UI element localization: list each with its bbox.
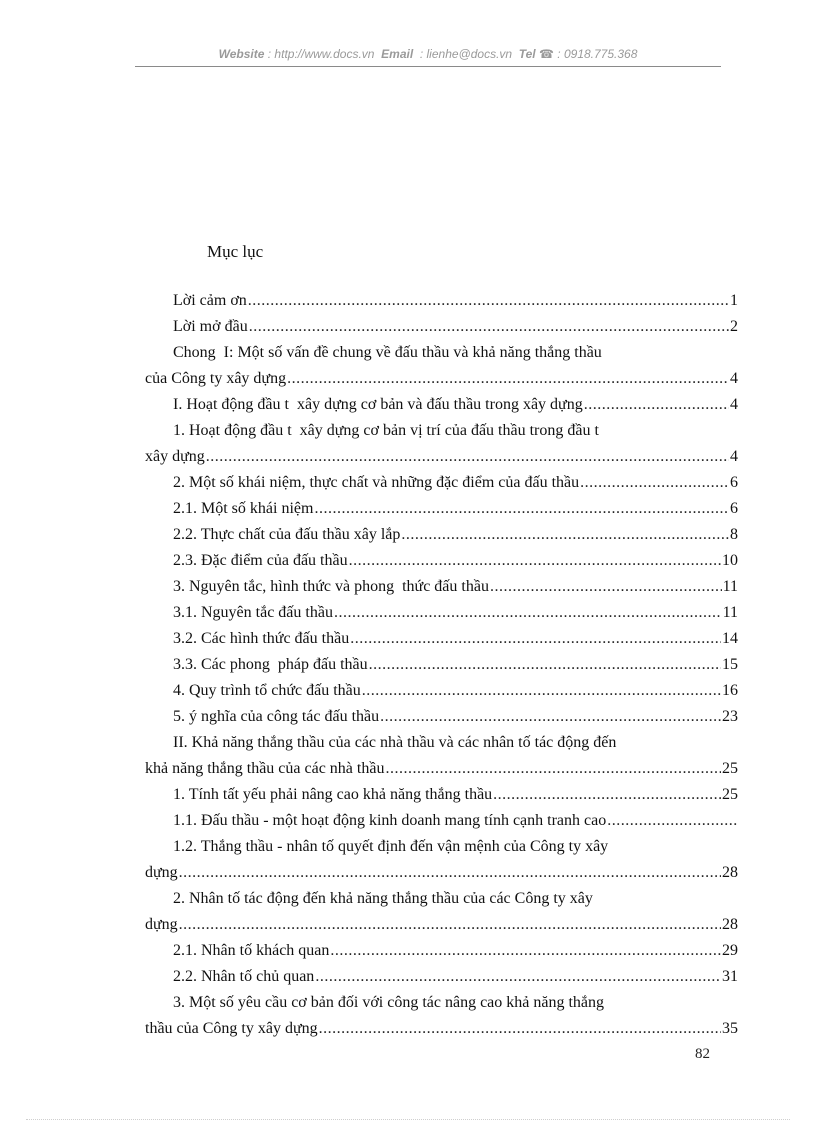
toc-entry-label: 3. Nguyên tắc, hình thức và phong thức đấu thầu	[173, 578, 489, 595]
toc-entry-page: 6	[730, 474, 738, 491]
toc-entry[interactable]	[145, 446, 738, 468]
toc-entry-label: 3.2. Các hình thức đấu thầu	[173, 630, 350, 647]
dot-leader	[580, 472, 729, 494]
dot-leader	[350, 628, 721, 650]
toc-entry[interactable]	[145, 862, 738, 884]
toc-entry-label: 1.1. Đấu thầu - một hoạt động kinh doanh mang tính cạnh tranh cao	[173, 812, 607, 829]
toc-entry-page: 25	[722, 786, 738, 803]
toc-entry[interactable]	[173, 550, 738, 572]
header-divider	[135, 66, 721, 67]
toc-entry-page: 28	[722, 864, 738, 881]
toc-entry-page: 10	[722, 552, 738, 569]
toc-entry[interactable]	[173, 290, 738, 312]
toc-entry-label: I. Hoạt động đầu t xây dựng cơ bản và đấu thầu trong xây dựng	[173, 396, 583, 413]
toc-entry-label: thầu của Công ty xây dựng	[145, 1020, 318, 1037]
dot-leader	[330, 940, 721, 962]
toc-entry-page: 35	[722, 1020, 738, 1037]
toc-entry-label: 2. Một số khái niệm, thực chất và những đặc điểm của đấu thầu	[173, 474, 580, 491]
toc-entry-label: Lời mở đầu	[173, 318, 248, 335]
toc-entry-label: 2.1. Một số khái niệm	[173, 500, 314, 517]
page-bottom-border	[26, 1119, 790, 1120]
dot-leader	[206, 446, 729, 468]
toc-entry-heading: 2. Nhân tố tác động đến khả năng thắng thầu của các Công ty xây	[173, 890, 593, 907]
dot-leader	[249, 316, 729, 338]
toc-entry-page: 15	[722, 656, 738, 673]
toc-entry-page: 25	[722, 760, 738, 777]
toc-entry-label: 2.2. Nhân tố chủ quan	[173, 968, 315, 985]
dot-leader	[179, 862, 721, 884]
toc-entry[interactable]	[173, 628, 738, 650]
toc-entry-page: 14	[722, 630, 738, 647]
phone-icon: ☎	[539, 47, 554, 61]
toc-entry[interactable]	[145, 914, 738, 936]
toc-entry-label: 2.1. Nhân tố khách quan	[173, 942, 330, 959]
toc-entry[interactable]	[173, 654, 738, 676]
toc-entry[interactable]	[173, 498, 738, 520]
toc-entry-label: xây dựng	[145, 448, 205, 465]
tel-value: : 0918.775.368	[557, 47, 638, 61]
toc-entry-heading: 1. Hoạt động đầu t xây dựng cơ bản vị trí của đấu thầu trong đầu t	[173, 422, 599, 439]
toc-entry-page: 11	[722, 604, 738, 621]
toc-entry[interactable]	[173, 316, 738, 338]
toc-entry-heading: 1.2. Thắng thầu - nhân tố quyết định đến vận mệnh của Công ty xây	[173, 838, 609, 855]
toc-entry[interactable]	[145, 368, 738, 390]
dot-leader	[248, 290, 729, 312]
dot-leader	[315, 966, 721, 988]
page-header	[135, 47, 721, 61]
toc-entry-label: 4. Quy trình tổ chức đấu thầu	[173, 682, 361, 699]
toc-entry-page: 4	[730, 370, 738, 387]
toc-entry[interactable]	[145, 758, 738, 780]
dot-leader	[493, 784, 721, 806]
toc-entry[interactable]	[145, 1018, 738, 1040]
toc-entry-page: 28	[722, 916, 738, 933]
toc-entry[interactable]	[173, 394, 738, 416]
tel-label: Tel	[518, 47, 536, 61]
page-number: 82	[695, 1046, 710, 1062]
toc-entry-label: 3.3. Các phong pháp đấu thầu	[173, 656, 368, 673]
toc-entry-page: 11	[722, 578, 738, 595]
email-value: : lienhe@docs.vn	[419, 47, 513, 61]
dot-leader	[287, 368, 729, 390]
toc-entry-page: 16	[722, 682, 738, 699]
toc-entry-heading: Chong I: Một số vấn đề chung về đấu thầu và khả năng thắng thầu	[173, 344, 602, 361]
dot-leader	[369, 654, 721, 676]
dot-leader	[349, 550, 721, 572]
toc-entry[interactable]	[173, 706, 738, 728]
toc-entry[interactable]	[173, 524, 738, 546]
dot-leader	[380, 706, 721, 728]
dot-leader	[490, 576, 722, 598]
toc-entry-label: 2.2. Thực chất của đấu thầu xây lắp	[173, 526, 401, 543]
toc-entry[interactable]	[173, 602, 738, 624]
dot-leader	[385, 758, 721, 780]
dot-leader	[319, 1018, 721, 1040]
toc-entry[interactable]	[173, 940, 738, 962]
toc-entry[interactable]	[173, 472, 738, 494]
toc-entry-page: 29	[722, 942, 738, 959]
toc-entry[interactable]	[173, 680, 738, 702]
toc-title: Mục lục	[207, 242, 264, 261]
dot-leader	[362, 680, 721, 702]
toc-entry-page: 8	[730, 526, 738, 543]
toc-entry-heading: II. Khả năng thắng thầu của các nhà thầu và các nhân tố tác động đến	[173, 734, 617, 751]
dot-leader	[607, 810, 737, 832]
toc-entry-label: 5. ý nghĩa của công tác đấu thầu	[173, 708, 380, 725]
dot-leader	[401, 524, 729, 546]
toc-entry-label: 1. Tính tất yếu phải nâng cao khả năng thắng thầu	[173, 786, 493, 803]
toc-entry-label: Lời cảm ơn	[173, 292, 247, 309]
dot-leader	[314, 498, 729, 520]
toc-entry[interactable]	[173, 576, 738, 598]
dot-leader	[334, 602, 722, 624]
toc-entry[interactable]	[173, 810, 738, 832]
dot-leader	[179, 914, 721, 936]
email-label: Email	[381, 47, 414, 61]
toc-entry-heading: 3. Một số yêu cầu cơ bản đối với công tác nâng cao khả năng thắng	[173, 994, 605, 1011]
toc-entry[interactable]	[173, 784, 738, 806]
toc-entry-page: 1	[730, 292, 738, 309]
toc-entry-label: dựng	[145, 864, 178, 881]
website-label: Website	[218, 47, 265, 61]
toc-entry-page: 23	[722, 708, 738, 725]
toc-entry-page: 31	[722, 968, 738, 985]
website-value: : http://www.docs.vn	[267, 47, 375, 61]
toc-entry-page: 4	[730, 396, 738, 413]
toc-entry[interactable]	[173, 966, 738, 988]
toc-entry-label: 2.3. Đặc điểm của đấu thầu	[173, 552, 348, 569]
toc-entry-page: 4	[730, 448, 738, 465]
toc-entry-label: 3.1. Nguyên tắc đấu thầu	[173, 604, 333, 621]
toc-entry-label: dựng	[145, 916, 178, 933]
dot-leader	[584, 394, 729, 416]
toc-entry-label: của Công ty xây dựng	[145, 370, 287, 387]
toc-entry-page: 6	[730, 500, 738, 517]
toc-entry-page: 2	[730, 318, 738, 335]
toc-entry-label: khả năng thắng thầu của các nhà thầu	[145, 760, 385, 777]
